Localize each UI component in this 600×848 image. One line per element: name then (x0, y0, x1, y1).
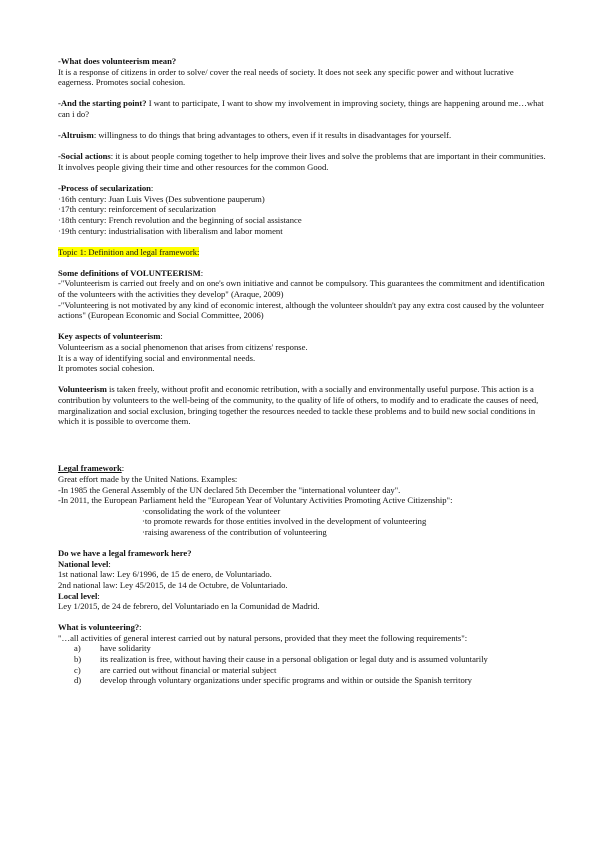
aspect-item: It is a way of identifying social and environmental needs. (58, 352, 256, 363)
legal-item: -In 1985 the General Assembly of the UN declared 5th December the "international volunteer day". (58, 484, 401, 495)
social-actions-body: : it is about people coming together to help improve their lives and solve the problems that are important in their communities. It involves people giving their time and other resources for the common Good. (58, 151, 546, 172)
local-heading: Local level: (58, 590, 100, 601)
definitions-heading: Some definitions of VOLUNTEERISM: (58, 267, 204, 278)
list-item: a) have solidarity (74, 643, 151, 654)
q2-heading: -And the starting point? (58, 98, 147, 109)
altruism-body: : willingness to do things that bring advantages to others, even if it results in disadvantages for yourself. (93, 130, 452, 141)
secularization-heading: -Process of secularization: (58, 183, 154, 194)
list-item: ·18th century: French revolution and the beginning of social assistance (58, 214, 302, 225)
topic-heading: Topic 1: Definition and legal framework: (58, 246, 200, 257)
list-item: ·17th century: reinforcement of secularization (58, 204, 216, 215)
volunteerism-term: Volunteerism (58, 384, 107, 395)
national-law-item: 2nd national law: Ley 45/2015, de 14 de Octubre, de Voluntariado. (58, 579, 288, 590)
national-heading: National level: (58, 558, 111, 569)
legal-subitem: ·consolidating the work of the volunteer (142, 505, 281, 516)
legal-subitem: ·raising awareness of the contribution of volunteering (142, 526, 327, 537)
aspect-item: It promotes social cohesion. (58, 363, 155, 374)
aspect-item: Volunteerism as a social phenomenon that arises from citizens' response. (58, 342, 308, 353)
list-item: ·16th century: Juan Luis Vives (Des subventione pauperum) (58, 193, 265, 204)
social-actions-paragraph (58, 151, 548, 172)
here-heading: Do we have a legal framework here? (58, 548, 192, 559)
q1-body: It is a response of citizens in order to solve/ cover the real needs of society. It does not seek any specific power and without lucrative eagerness. Promotes social cohesion. (58, 66, 514, 88)
q2-paragraph (58, 98, 548, 119)
social-actions-term: -Social actions (58, 151, 111, 162)
list-item: ·19th century: industrialisation with liberalism and labor moment (58, 225, 283, 236)
volunteerism-body: is taken freely, without profit and economic retribution, with a socially and environmentally useful purpose. This action is a contribution by volunteers to the well-being of the community, to the quality of life of others, to modify and to eradicate the causes of need, marginalization and social exclusion, bringing together the resources needed to tackle these problems and to build new social conditions in which it is possible to overcome them. (58, 384, 539, 427)
national-law-item: 1st national law: Ley 6/1996, de 15 de enero, de Voluntariado. (58, 569, 272, 580)
legal-heading: Legal framework: (58, 463, 125, 474)
requirements-list (58, 643, 548, 685)
document-page (58, 56, 548, 686)
legal-subitem: ·to promote rewards for those entities involved in the development of volunteering (142, 516, 427, 527)
definition-item: -"Volunteering is not motivated by any kind of economic interest, although the volunteer shouldn't pay any extra cost caused by the volunteer actions" (European Economic and Social Committee, 2006) (58, 299, 545, 321)
aspects-heading: Key aspects of volunteerism: (58, 331, 163, 342)
what-quote: "…all activities of general interest carried out by natural persons, provided that they meet the following requirements": (58, 632, 468, 643)
legal-intro: Great effort made by the United Nations. Examples: (58, 473, 238, 484)
list-item: c) are carried out without financial or material subject (74, 664, 277, 675)
list-item: d) develop through voluntary organizations under specific programs and within or outside the Spanish territory (74, 675, 472, 686)
q1-heading: -What does volunteerism mean? (58, 56, 177, 66)
altruism-paragraph (58, 130, 548, 141)
altruism-term: -Altruism (58, 130, 94, 141)
q2-body: I want to participate, I want to show my involvement in improving society, things are happening around me…what can i do? (58, 98, 544, 119)
list-item: b) its realization is free, without having their cause in a personal obligation or legal duty and is assumed voluntarily (74, 654, 488, 665)
what-heading: What is volunteering?: (58, 622, 142, 633)
local-law-item: Ley 1/2015, de 24 de febrero, del Voluntariado en la Comunidad de Madrid. (58, 601, 320, 612)
definition-item: -"Volunteerism is carried out freely and on one's own initiative and cannot be compulsory. This guarantees the commitment and identification of the volunteers with the activities they develop" (Araque, 2009) (58, 278, 545, 300)
legal-item: -In 2011, the European Parliament held the "European Year of Voluntary Activities Promoting Active Citizenship": (58, 495, 453, 506)
volunteerism-paragraph (58, 384, 548, 426)
